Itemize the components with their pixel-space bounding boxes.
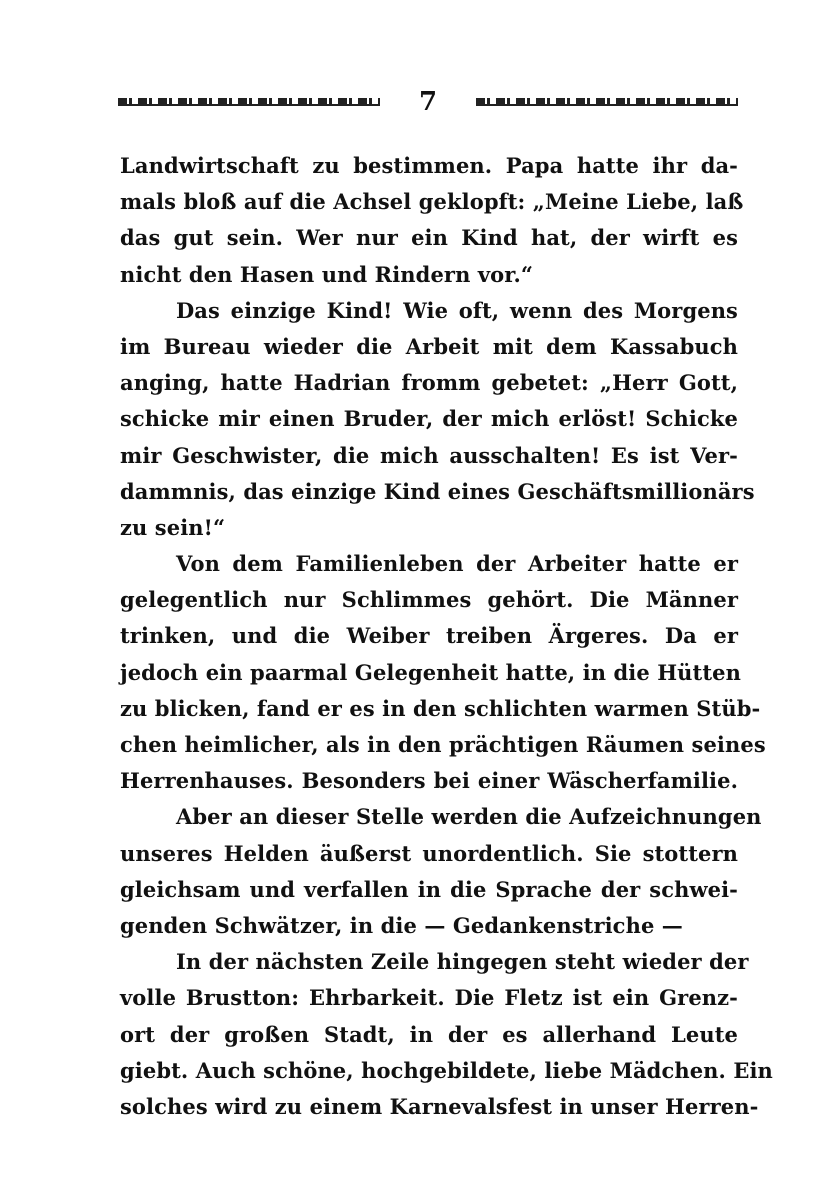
text-line: gelegentlich nur Schlimmes gehört. Die Männer: [120, 587, 738, 613]
text-line: Herrenhauses. Besonders bei einer Wäscherfamilie.: [120, 768, 738, 794]
text-line: Landwirtschaft zu bestimmen. Papa hatte ihr da-: [120, 153, 738, 178]
text-line: ort der großen Stadt, in der es allerhand Leute: [120, 1021, 738, 1047]
text-line: Das einzige Kind! Wie oft, wenn des Morgens: [176, 297, 738, 323]
text-line: solches wird zu einem Karnevalsfest in unser Herren-: [120, 1093, 759, 1119]
text-line: unseres Helden äußerst unordentlich. Sie stottern: [120, 840, 738, 866]
page-number: 7: [418, 87, 438, 117]
text-line: zu blicken, fand er es in den schlichten warmen Stüb-: [120, 695, 761, 721]
text-line: chen heimlicher, als in den prächtigen Räumen seines: [120, 732, 766, 757]
text-line: dammnis, das einzige Kind eines Geschäftsmillionärs: [120, 478, 755, 504]
text-line: mals bloß auf die Achsel geklopft: „Meine Liebe, laß: [120, 189, 744, 215]
text-line: trinken, und die Weiber treiben Ärgeres. Da er: [120, 623, 738, 649]
text-line: schicke mir einen Bruder, der mich erlöst! Schicke: [120, 406, 738, 432]
text-line: Aber an dieser Stelle werden die Aufzeichnungen: [176, 804, 762, 830]
text-line: das gut sein. Wer nur ein Kind hat, der wirft es: [120, 225, 738, 251]
page-header: [118, 86, 738, 120]
text-line: im Bureau wieder die Arbeit mit dem Kassabuch: [120, 333, 738, 359]
text-line: genden Schwätzer, in die — Gedankenstriche —: [120, 912, 683, 938]
body-text: [120, 148, 773, 1125]
header-ornament-right: [476, 98, 738, 106]
text-line: nicht den Hasen und Rindern vor.“: [120, 261, 534, 287]
text-line: giebt. Auch schöne, hochgebildete, liebe Mädchen. Ein: [120, 1057, 773, 1083]
text-line: Von dem Familienleben der Arbeiter hatte er: [176, 551, 738, 577]
text-line: anging, hatte Hadrian fromm gebetet: „Herr Gott,: [120, 370, 738, 396]
text-line: volle Brustton: Ehrbarkeit. Die Fletz ist ein Grenz-: [120, 985, 738, 1011]
text-line: In der nächsten Zeile hingegen steht wieder der: [176, 949, 749, 975]
text-line: mir Geschwister, die mich ausschalten! Es ist Ver-: [120, 442, 738, 468]
text-line: gleichsam und verfallen in die Sprache der schwei-: [120, 876, 738, 902]
text-line: zu sein!“: [120, 514, 226, 540]
text-line: jedoch ein paarmal Gelegenheit hatte, in die Hütten: [120, 659, 741, 685]
